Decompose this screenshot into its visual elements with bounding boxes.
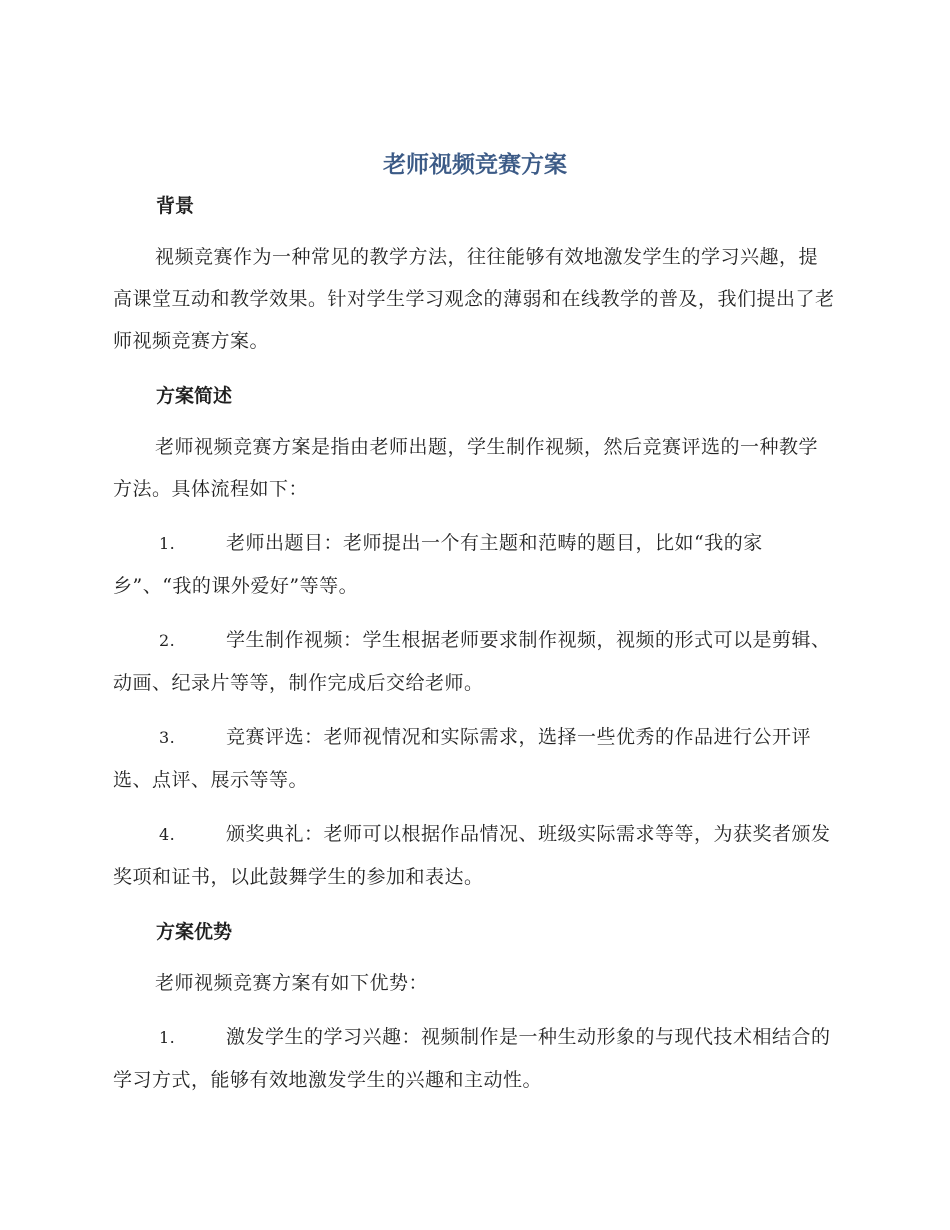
list-number: 3. xyxy=(159,728,176,747)
list-number: 2. xyxy=(159,631,176,650)
list-item xyxy=(113,522,835,607)
list-item xyxy=(113,1016,835,1101)
list-number: 4. xyxy=(159,825,176,844)
list-text: 激发学生的学习兴趣：视频制作是一种生动形象的与现代技术相结合的学习方式，能够有效地激发学生的兴趣和主动性。 xyxy=(113,1026,831,1091)
paragraph-background: 视频竞赛作为一种常见的教学方法，往往能够有效地激发学生的学习兴趣，提高课堂互动和教学效果。针对学生学习观念的薄弱和在线教学的普及，我们提出了老师视频竞赛方案。 xyxy=(113,246,835,352)
section-overview xyxy=(113,378,835,898)
list-item xyxy=(113,716,835,801)
list-text: 学生制作视频：学生根据老师要求制作视频，视频的形式可以是剪辑、动画、纪录片等等，制作完成后交给老师。 xyxy=(113,629,831,694)
list-item xyxy=(113,813,835,898)
section-heading-background: 背景 xyxy=(156,195,195,217)
list-text: 竞赛评选：老师视情况和实际需求，选择一些优秀的作品进行公开评选、点评、展示等等。 xyxy=(113,726,812,791)
paragraph-advantages: 老师视频竞赛方案有如下优势： xyxy=(155,972,429,994)
document-title: 老师视频竞赛方案 xyxy=(383,152,567,178)
section-advantages xyxy=(113,914,835,1101)
list-number: 1. xyxy=(159,1028,176,1047)
section-background xyxy=(113,188,835,362)
section-heading-advantages: 方案优势 xyxy=(156,921,233,943)
list-item xyxy=(113,619,835,704)
list-text: 颁奖典礼：老师可以根据作品情况、班级实际需求等等，为获奖者颁发奖项和证书，以此鼓舞学生的参加和表达。 xyxy=(113,823,831,888)
section-heading-overview: 方案简述 xyxy=(156,385,233,407)
list-number: 1. xyxy=(159,534,176,553)
paragraph-overview: 老师视频竞赛方案是指由老师出题，学生制作视频，然后竞赛评选的一种教学方法。具体流程如下： xyxy=(113,436,819,500)
list-text: 老师出题目：老师提出一个有主题和范畴的题目，比如“我的家乡”、“我的课外爱好”等等。 xyxy=(113,532,763,597)
document-body xyxy=(113,188,835,1101)
